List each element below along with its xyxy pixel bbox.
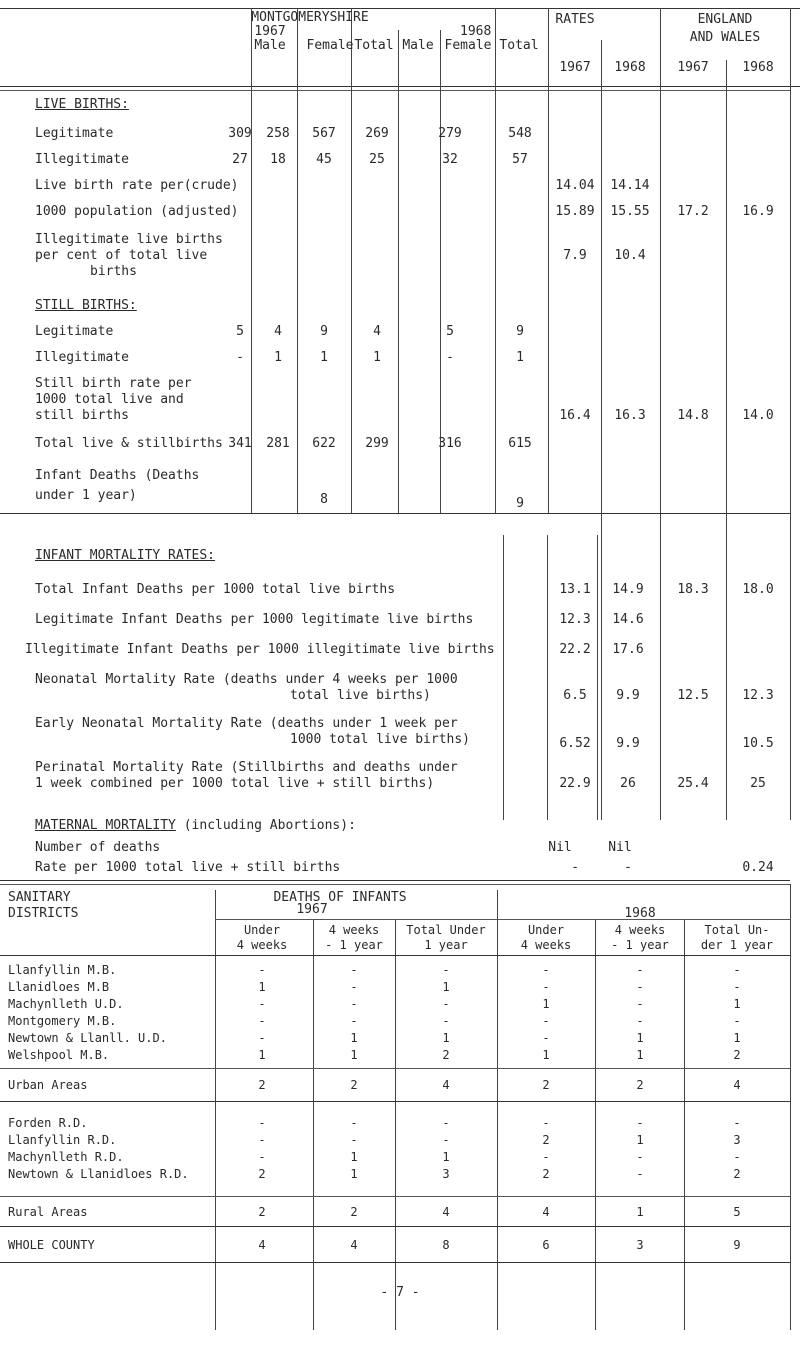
- cell: 622: [312, 436, 336, 451]
- sd-vline-right: [790, 884, 791, 1330]
- sd-deaths-heading: DEATHS OF INFANTS: [273, 890, 407, 905]
- district-cell: 1: [636, 1133, 644, 1147]
- imr-row-label: Legitimate Infant Deaths per 1000 legitimate live births: [35, 612, 474, 627]
- cell: 341: [228, 436, 252, 451]
- district-cell: -: [350, 1133, 358, 1147]
- perinatal-label-1: Perinatal Mortality Rate (Stillbirths and deaths under: [35, 760, 458, 775]
- sd-year-1967: 1967: [296, 902, 328, 917]
- maternal-heading-rest: (including Abortions):: [175, 818, 356, 833]
- maternal-heading: [35, 818, 356, 834]
- cell: 9.9: [616, 736, 640, 751]
- sd-header-rule: [0, 955, 790, 956]
- vline-imr-68: [597, 535, 598, 820]
- sd-col-under4-67-1: Under: [243, 923, 281, 937]
- sd-col-under4-68-1: Under: [527, 923, 565, 937]
- neonatal-label-1: Neonatal Mortality Rate (deaths under 4 weeks per 1000: [35, 672, 458, 687]
- sd-year-1968: 1968: [624, 906, 656, 921]
- cell: -: [571, 860, 579, 875]
- district-name: Newtown & Llanidloes R.D.: [8, 1167, 189, 1181]
- district-cell: 2: [258, 1167, 266, 1181]
- perinatal-label-2: 1 week combined per 1000 total live + still births): [35, 776, 435, 791]
- district-cell: 1: [542, 997, 550, 1011]
- still-illeg-label: Illegitimate: [35, 350, 129, 365]
- sd-bottom-rule: [0, 1262, 790, 1263]
- district-cell: 1: [350, 1150, 358, 1164]
- cell: 1: [320, 350, 328, 365]
- district-cell: -: [350, 1014, 358, 1028]
- cell: 12.3: [559, 612, 591, 627]
- cell: 14.04: [555, 178, 595, 193]
- district-name: Machynlleth R.D.: [8, 1150, 124, 1164]
- rates-col-1967: 1967: [559, 60, 591, 75]
- district-name: WHOLE COUNTY: [8, 1238, 95, 1252]
- district-cell: 1: [350, 1048, 358, 1062]
- england-heading: ENGLAND: [697, 12, 753, 27]
- district-cell: 5: [733, 1205, 741, 1219]
- header-bottom-rule: [0, 86, 800, 87]
- district-cell: -: [442, 997, 450, 1011]
- district-cell: -: [636, 1014, 644, 1028]
- cell: 9: [516, 496, 524, 511]
- district-cell: -: [733, 1014, 741, 1028]
- district-cell: -: [442, 1014, 450, 1028]
- district-cell: 1: [258, 1048, 266, 1062]
- infant-deaths-label-1: Infant Deaths (Deaths: [35, 468, 200, 483]
- district-cell: 3: [733, 1133, 741, 1147]
- col-male-68: Male: [402, 38, 434, 53]
- cell: 5: [236, 324, 244, 339]
- district-cell: -: [258, 1031, 266, 1045]
- district-cell: -: [636, 980, 644, 994]
- cell: 25: [369, 152, 385, 167]
- cell: 6.5: [563, 688, 587, 703]
- cell: -: [446, 350, 454, 365]
- district-cell: 1: [442, 980, 450, 994]
- cell: 13.1: [559, 582, 591, 597]
- district-cell: 2: [542, 1167, 550, 1181]
- vline-rates68: [601, 40, 602, 820]
- sd-vline-4: [497, 890, 498, 1330]
- sd-rural-rule: [0, 1196, 790, 1197]
- district-cell: 2: [636, 1078, 644, 1092]
- cell: 14.6: [612, 612, 644, 627]
- cell: 299: [365, 436, 389, 451]
- imr-row-label: Illegitimate Infant Deaths per 1000 illegitimate live births: [25, 642, 495, 657]
- total-live-still-label: Total live & stillbirths: [35, 436, 223, 451]
- district-cell: 2: [542, 1078, 550, 1092]
- vline-total68: [495, 8, 496, 514]
- district-cell: 2: [442, 1048, 450, 1062]
- cell: 26: [620, 776, 636, 791]
- district-name: Machynlleth U.D.: [8, 997, 124, 1011]
- district-cell: 4: [442, 1205, 450, 1219]
- rates-heading: RATES: [555, 12, 595, 27]
- district-cell: 1: [442, 1031, 450, 1045]
- cell: 22.9: [559, 776, 591, 791]
- district-cell: -: [636, 1167, 644, 1181]
- county-heading: MONTGOMERYSHIRE: [251, 10, 369, 25]
- district-cell: -: [542, 980, 550, 994]
- col-female-68: Female: [444, 38, 492, 53]
- live-legit-label: Legitimate: [35, 126, 114, 141]
- district-name: Newtown & Llanll. U.D.: [8, 1031, 167, 1045]
- district-cell: 1: [350, 1167, 358, 1181]
- cell: -: [236, 350, 244, 365]
- sd-col-under4-67-2: 4 weeks: [236, 938, 288, 952]
- cell: 281: [266, 436, 290, 451]
- cell: 25: [750, 776, 766, 791]
- cell: -: [624, 860, 632, 875]
- cell: 615: [508, 436, 532, 451]
- section-rule-2: [0, 880, 790, 881]
- infant-deaths-label-2: under 1 year): [35, 488, 137, 503]
- vline-male68: [398, 30, 399, 514]
- district-cell: -: [636, 963, 644, 977]
- col-total-67: Total: [354, 38, 394, 53]
- cell: Nil: [548, 840, 572, 855]
- district-cell: 1: [636, 1205, 644, 1219]
- live-rate-label-1: Live birth rate per(crude): [35, 178, 239, 193]
- section-rule-1: [0, 513, 790, 514]
- vline-right: [790, 8, 791, 820]
- year-1967-heading: 1967: [254, 24, 286, 39]
- top-rule: [0, 8, 800, 9]
- district-name: Urban Areas: [8, 1078, 88, 1092]
- district-cell: 1: [733, 1031, 741, 1045]
- district-cell: 1: [733, 997, 741, 1011]
- sd-vline-6: [684, 920, 685, 1330]
- page-number: - 7 -: [380, 1285, 420, 1300]
- district-cell: -: [636, 1116, 644, 1130]
- illeg-pct-label-1: Illegitimate live births: [35, 232, 223, 247]
- sd-vline-3: [395, 920, 396, 1330]
- early-neonatal-label-1: Early Neonatal Mortality Rate (deaths under 1 week per: [35, 716, 458, 731]
- district-name: Forden R.D.: [8, 1116, 88, 1130]
- district-cell: -: [542, 1150, 550, 1164]
- district-cell: 4: [442, 1078, 450, 1092]
- district-cell: -: [542, 1031, 550, 1045]
- neonatal-label-2: total live births): [290, 688, 431, 703]
- sd-col-4w-67-2: - 1 year: [325, 938, 383, 952]
- cell: 269: [365, 126, 389, 141]
- district-cell: -: [258, 1133, 266, 1147]
- cell: 9.9: [616, 688, 640, 703]
- district-cell: 1: [542, 1048, 550, 1062]
- cell: 57: [512, 152, 528, 167]
- cell: 1: [516, 350, 524, 365]
- imr-row-label: Total Infant Deaths per 1000 total live births: [35, 582, 396, 597]
- early-neonatal-label-2: 1000 total live births): [290, 732, 471, 747]
- district-cell: -: [542, 963, 550, 977]
- sd-col-total-67-2: 1 year: [424, 938, 468, 952]
- cell: 22.2: [559, 642, 591, 657]
- district-cell: 6: [542, 1238, 550, 1252]
- sd-col-4w-68-2: - 1 year: [611, 938, 669, 952]
- sd-vline-2: [313, 920, 314, 1330]
- infant-mortality-heading: INFANT MORTALITY RATES:: [35, 548, 216, 563]
- district-cell: -: [636, 997, 644, 1011]
- still-rate-label-3: still births: [35, 408, 129, 423]
- cell: 25.4: [677, 776, 709, 791]
- maternal-heading-main: MATERNAL MORTALITY: [35, 818, 176, 833]
- district-cell: -: [258, 963, 266, 977]
- cell: 10.5: [742, 736, 774, 751]
- district-cell: 4: [258, 1238, 266, 1252]
- vline-ew67: [660, 8, 661, 820]
- cell: 4: [274, 324, 282, 339]
- cell: 567: [312, 126, 336, 141]
- cell: 9: [516, 324, 524, 339]
- illeg-pct-label-3: births: [90, 264, 137, 279]
- vline-ew68: [726, 60, 727, 820]
- sd-vline-5: [595, 920, 596, 1330]
- sd-col-total-67-1: Total Under: [406, 923, 486, 937]
- district-cell: -: [542, 1014, 550, 1028]
- district-cell: -: [733, 980, 741, 994]
- district-cell: -: [442, 1116, 450, 1130]
- cell: 14.8: [677, 408, 709, 423]
- district-cell: 1: [636, 1031, 644, 1045]
- district-cell: -: [258, 1116, 266, 1130]
- cell: 258: [266, 126, 290, 141]
- district-cell: 1: [636, 1048, 644, 1062]
- rates-col-1968: 1968: [614, 60, 646, 75]
- still-rate-label-1: Still birth rate per: [35, 376, 192, 391]
- district-cell: -: [350, 997, 358, 1011]
- district-cell: -: [442, 963, 450, 977]
- cell: 14.0: [742, 408, 774, 423]
- cell: 15.55: [610, 204, 650, 219]
- still-births-heading: STILL BIRTHS:: [35, 298, 137, 313]
- live-rate-label-2: 1000 population (adjusted): [35, 204, 239, 219]
- district-name: Rural Areas: [8, 1205, 88, 1219]
- sd-year-rule: [215, 919, 790, 920]
- sd-col-4w-67-1: 4 weeks: [328, 923, 380, 937]
- cell: 279: [438, 126, 462, 141]
- district-name: Llanidloes M.B: [8, 980, 110, 994]
- cell: 18: [270, 152, 286, 167]
- district-cell: 2: [258, 1205, 266, 1219]
- section-rule-2b: [0, 884, 790, 885]
- cell: 5: [446, 324, 454, 339]
- cell: 16.9: [742, 204, 774, 219]
- district-name: Montgomery M.B.: [8, 1014, 117, 1028]
- sd-districts-2: DISTRICTS: [8, 906, 79, 921]
- district-cell: -: [258, 1150, 266, 1164]
- district-cell: 4: [350, 1238, 358, 1252]
- vline-imr-67: [547, 535, 548, 820]
- sd-urban-total-rule: [0, 1101, 790, 1102]
- col-male-67: Male: [254, 38, 286, 53]
- district-cell: 2: [542, 1133, 550, 1147]
- and-wales-heading: AND WALES: [689, 30, 761, 45]
- district-name: Llanfyllin M.B.: [8, 963, 117, 977]
- live-births-heading: LIVE BIRTHS:: [35, 97, 129, 112]
- sd-col-4w-68-1: 4 weeks: [614, 923, 666, 937]
- district-cell: 2: [350, 1078, 358, 1092]
- sd-districts-1: SANITARY: [8, 890, 71, 905]
- cell: 6.52: [559, 736, 591, 751]
- cell: 32: [442, 152, 458, 167]
- district-cell: -: [733, 963, 741, 977]
- still-legit-label: Legitimate: [35, 324, 114, 339]
- cell: 45: [316, 152, 332, 167]
- district-cell: 2: [350, 1205, 358, 1219]
- ew-col-1968: 1968: [742, 60, 774, 75]
- district-cell: 2: [258, 1078, 266, 1092]
- ew-col-1967: 1967: [677, 60, 709, 75]
- district-cell: -: [442, 1133, 450, 1147]
- district-cell: -: [258, 1014, 266, 1028]
- district-cell: 1: [350, 1031, 358, 1045]
- cell: 12.5: [677, 688, 709, 703]
- col-female-67: Female: [306, 38, 354, 53]
- district-cell: 8: [442, 1238, 450, 1252]
- cell: 4: [373, 324, 381, 339]
- district-cell: -: [350, 1116, 358, 1130]
- district-cell: -: [636, 1150, 644, 1164]
- district-cell: 4: [733, 1078, 741, 1092]
- vline-total67: [351, 8, 352, 514]
- cell: 316: [438, 436, 462, 451]
- maternal-rate-label: Rate per 1000 total live + still births: [35, 860, 341, 875]
- cell: 17.2: [677, 204, 709, 219]
- illeg-pct-label-2: per cent of total live: [35, 248, 208, 263]
- district-cell: -: [350, 963, 358, 977]
- cell: 548: [508, 126, 532, 141]
- still-rate-label-2: 1000 total live and: [35, 392, 184, 407]
- vline-rates67: [548, 8, 549, 514]
- cell: 1: [274, 350, 282, 365]
- cell: 309: [228, 126, 252, 141]
- cell: 12.3: [742, 688, 774, 703]
- col-total-68: Total: [499, 38, 539, 53]
- cell: 27: [232, 152, 248, 167]
- district-cell: 2: [733, 1167, 741, 1181]
- cell: 16.3: [614, 408, 646, 423]
- sd-col-under4-68-2: 4 weeks: [520, 938, 572, 952]
- cell: 0.24: [742, 860, 774, 875]
- sd-col-total-68-2: der 1 year: [700, 938, 774, 952]
- cell: 15.89: [555, 204, 595, 219]
- cell: 16.4: [559, 408, 591, 423]
- district-cell: 9: [733, 1238, 741, 1252]
- sd-rural-total-rule: [0, 1226, 790, 1227]
- district-name: Llanfyllin R.D.: [8, 1133, 117, 1147]
- cell: 1: [373, 350, 381, 365]
- vline-female67: [297, 8, 298, 514]
- district-cell: 3: [636, 1238, 644, 1252]
- district-name: Welshpool M.B.: [8, 1048, 110, 1062]
- district-cell: -: [733, 1150, 741, 1164]
- cell: 14.9: [612, 582, 644, 597]
- live-illeg-label: Illegitimate: [35, 152, 129, 167]
- cell: 17.6: [612, 642, 644, 657]
- cell: 18.0: [742, 582, 774, 597]
- cell: 18.3: [677, 582, 709, 597]
- district-cell: 3: [442, 1167, 450, 1181]
- cell: 8: [320, 492, 328, 507]
- cell: 10.4: [614, 248, 646, 263]
- sd-vline-1: [215, 890, 216, 1330]
- sd-col-total-68-1: Total Un-: [704, 923, 770, 937]
- cell: 7.9: [563, 248, 587, 263]
- header-bottom-rule-2: [0, 90, 790, 91]
- district-cell: 1: [442, 1150, 450, 1164]
- district-cell: -: [542, 1116, 550, 1130]
- sd-urban-rule: [0, 1068, 790, 1069]
- cell: 14.14: [610, 178, 650, 193]
- vline-imr-label: [503, 535, 504, 820]
- cell: Nil: [608, 840, 632, 855]
- cell: 9: [320, 324, 328, 339]
- district-cell: 2: [733, 1048, 741, 1062]
- district-cell: 1: [258, 980, 266, 994]
- year-1968-heading: 1968: [460, 24, 492, 39]
- maternal-deaths-label: Number of deaths: [35, 840, 161, 855]
- district-cell: 4: [542, 1205, 550, 1219]
- district-cell: -: [258, 997, 266, 1011]
- district-cell: -: [733, 1116, 741, 1130]
- district-cell: -: [350, 980, 358, 994]
